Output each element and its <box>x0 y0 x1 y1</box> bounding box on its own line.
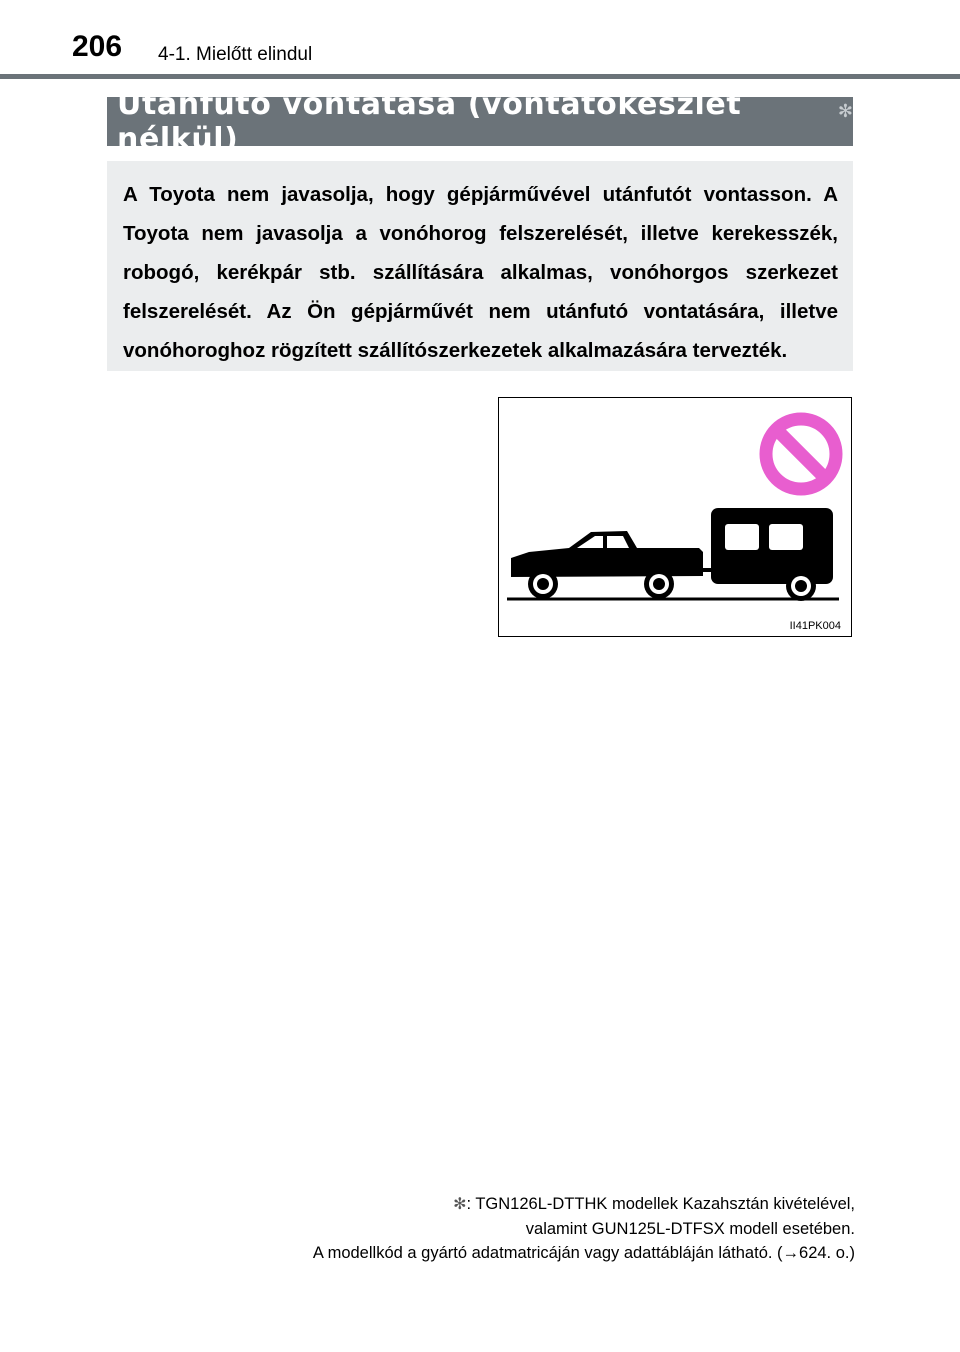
footnote-line-1: ✻: TGN126L-DTTHK modellek Kazahsztán kivételével, <box>453 1195 855 1213</box>
pickup-truck-icon <box>511 531 718 599</box>
title-bar <box>107 86 853 157</box>
footnote-line-2: valamint GUN125L-DTFSX modell esetében. <box>525 1220 855 1238</box>
asterisk-icon: ✻ <box>837 101 853 122</box>
arrow-right-icon: → <box>782 1244 800 1262</box>
footnote-line-3: A modellkód a gyártó adatmatricáján vagy adattábláján látható. (→624. o.) <box>312 1244 855 1262</box>
page-title: Utánfutó vontatása (vontatókészlet nélkül) <box>117 86 742 157</box>
warning-box <box>107 161 853 371</box>
header-divider <box>0 74 960 79</box>
footnote <box>313 1192 855 1265</box>
illustration-figure <box>498 397 852 637</box>
page-number: 206 <box>72 30 123 63</box>
page-reference[interactable]: 624. o.) <box>799 1244 855 1262</box>
warning-text: A Toyota nem javasolja, hogy gépjárművével utánfutót vontasson. A Toyota nem javasolja a vonóhorog felszerelését, illetve kerekesszék, robogó, kerékpár stb. szállítására alkalmas, vonóhorgos szerkezet felszerelését. Az Ön gépjárművét nem utánfutó vontatására, illetve vonóhoroghoz rögzített szállítószerkezetek alkalmazására tervezték. <box>123 183 838 362</box>
trailer-icon <box>711 508 833 601</box>
towing-illustration <box>499 398 851 636</box>
section-title: 4-1. Mielőtt elindul <box>158 44 313 65</box>
prohibition-icon <box>766 419 836 489</box>
asterisk-icon: ✻ <box>453 1196 467 1213</box>
figure-code: II41PK004 <box>789 620 841 632</box>
